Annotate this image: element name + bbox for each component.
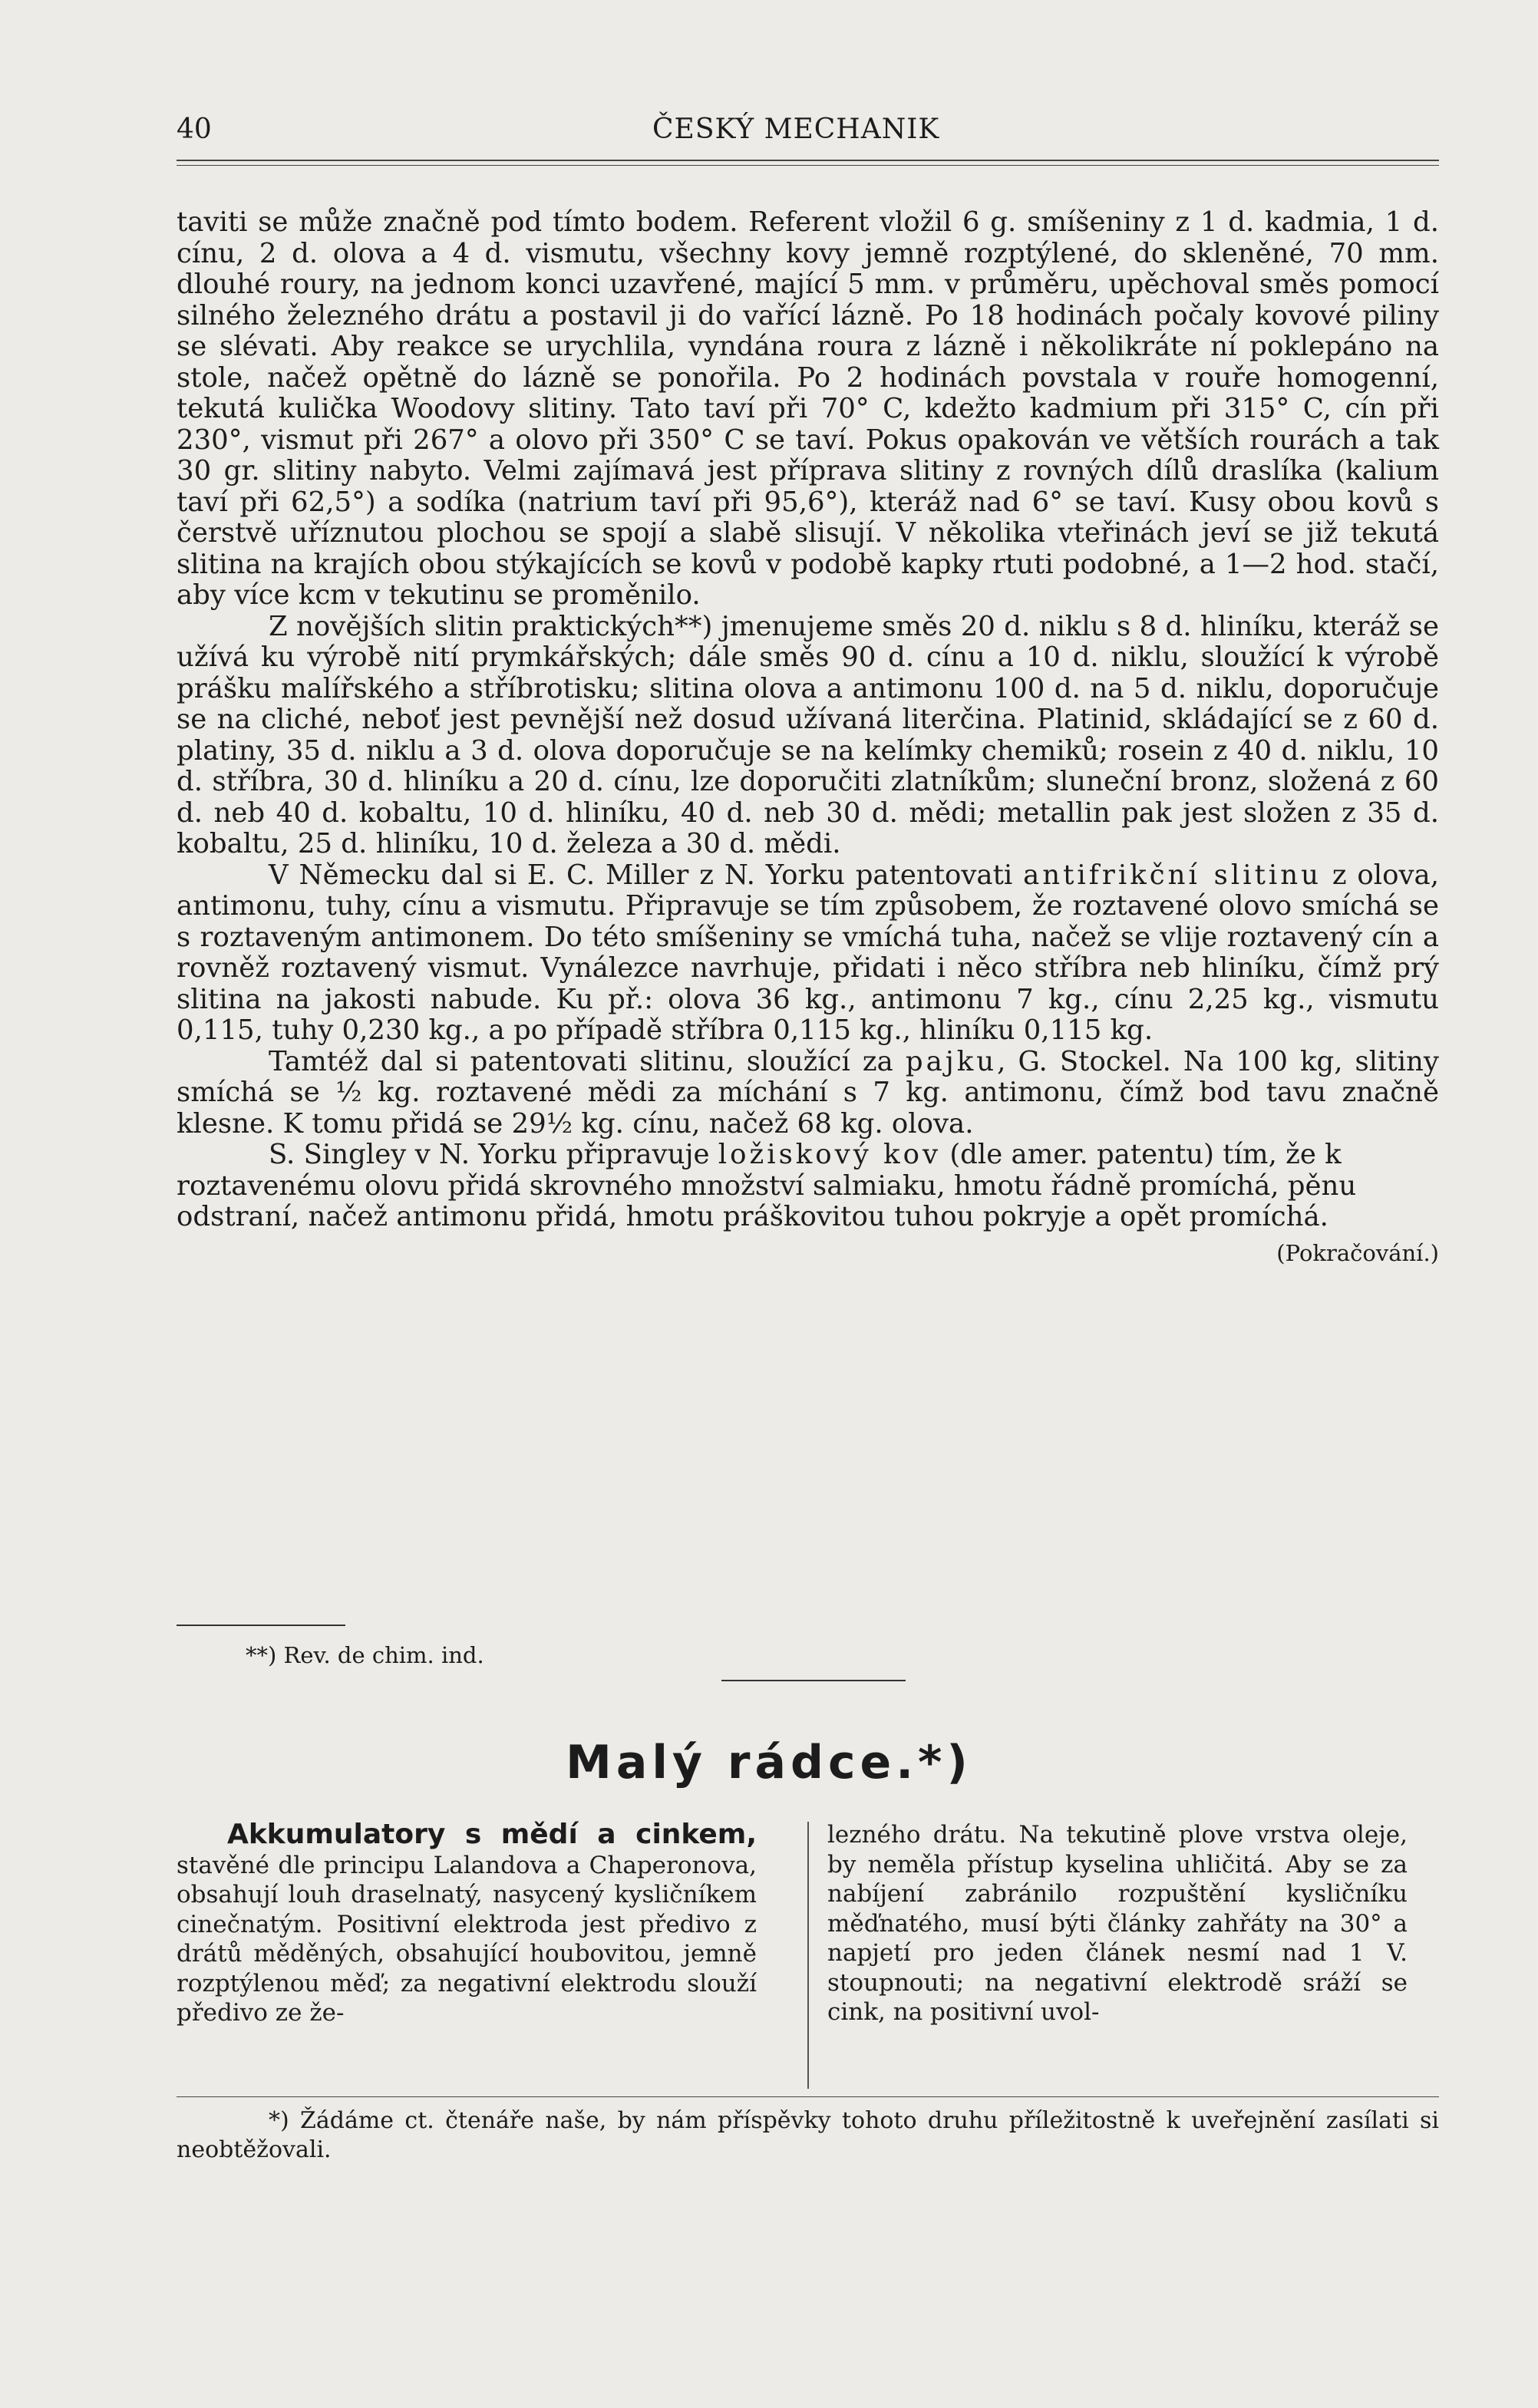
- footnote-reference: **) Rev. de chim. ind.: [246, 1642, 484, 1668]
- right-column: [827, 1820, 1408, 2027]
- p4-text-a: Tamtéž dal si patentovati slitinu, sloužící za: [269, 1045, 893, 1077]
- section-footnote: *) Žádáme ct. čtenáře naše, by nám příspěvky tohoto druhu příležitostně k uveřejnění zasílati si neobtěžovali.: [177, 2107, 1439, 2163]
- article-body: [177, 207, 1439, 1268]
- p4-text-b: , G. Stockel. Na 100 kg, slitiny smíchá se ½ kg. roztavené mědi za míchání s 7 kg. antimonu, čímž bod tavu značně klesne. K tomu přidá se 29½ kg. cínu, načež 68 kg. olova.: [177, 1045, 1439, 1140]
- left-column-paragraph: [177, 1820, 757, 2028]
- paragraph-4: [177, 1047, 1439, 1140]
- footnote-rule: [177, 1625, 345, 1626]
- continued-note: (Pokračování.): [1276, 1239, 1439, 1266]
- page-header: [177, 114, 1439, 152]
- p4-spaced-term: pajku: [905, 1045, 998, 1077]
- right-column-text: lezného drátu. Na tekutině plove vrstva oleje, by neměla přístup kyselina uhličitá. Aby se za nabíjení zabránilo rozpuštění kysličníku měďnatého, musí býti články zahřáty na 30° a napjetí pro jeden článek nesmí nad 1 V. stoupnouti; na negativní elektrodě sráží se cink, na positivní uvol-: [827, 1821, 1408, 2026]
- paragraph-3: [177, 860, 1439, 1047]
- page-number: 40: [177, 114, 212, 145]
- p5-text-a: S. Singley v N. Yorku připravuje: [269, 1139, 710, 1170]
- left-column-heading: Akkumulatory s mědí a cinkem,: [227, 1819, 757, 1850]
- paragraph-5: [177, 1139, 1439, 1266]
- paragraph-1: taviti se může značně pod tímto bodem. Referent vložil 6 g. smíšeniny z 1 d. kadmia, 1 d. cínu, 2 d. olova a 4 d. vismutu, všechny kovy jemně rozptýlené, do skleněné, 70 mm. dlouhé roury, na jednom konci uzavřené, mající 5 mm. v průměru, upěchoval směs pomocí silného železného drátu a postavil ji do vařící lázně. Po 18 hodinách počaly kovové piliny se slévati. Aby reakce se urychlila, vyndána roura z lázně i několikráte ní poklepáno na stole, načež opětně do lázně se ponořila. Po 2 hodinách povstala v rouře homogenní, tekutá kulička Woodovy slitiny. Tato taví při 70° C, kdežto kadmium při 315° C, cín při 230°, vismut při 267° a olovo při 350° C se taví. Pokus opakován ve větších rourách a tak 30 gr. slitiny nabyto. Velmi zajímavá jest příprava slitiny z rovných dílů draslíka (kalium taví při 62,5°) a sodíka (natrium taví při 95,6°), kteráž nad 6° se taví. Kusy obou kovů s čerstvě uříznutou plochou se spojí a slabě slisují. V několika vteřinách jeví se již tekutá slitina na krajích obou stýkajících se kovů v podobě kapky rtuti podobné, a 1—2 hod. stačí, aby více kcm v tekutinu se proměnilo.: [177, 206, 1439, 611]
- p5-text-b: (dle amer. patentu) tím, že k roztavenému olovu přidá skrovného množství salmiaku, hmotu řádně promíchá, pěnu odstraní, načež antimonu přidá, hmotu práškovitou tuhou pokryje a opět promíchá.: [177, 1139, 1357, 1232]
- p3-text-a: V Německu dal si E. C. Miller z N. Yorku patentovati: [269, 859, 1013, 891]
- column-divider: [807, 1822, 809, 2089]
- p3-text-b: z olova, antimonu, tuhy, cínu a vismutu. Připravuje se tím způsobem, že roztavené olovo smíchá se s roztaveným antimonem. Do této smíšeniny se vmíchá tuha, načež se vlije roztavený cín a rovněž roztavený vismut. Vynálezce navrhuje, přidati i něco stříbra neb hliníku, čímž prý slitina na jakosti nabude. Ku př.: olova 36 kg., antimonu 7 kg., cínu 2,25 kg., vismutu 0,115, tuhy 0,230 kg., a po případě stříbra 0,115 kg., hliníku 0,115 kg.: [177, 859, 1439, 1046]
- section-separator: [721, 1680, 906, 1681]
- running-title: ČESKÝ MECHANIK: [652, 114, 940, 145]
- section-title: Malý rádce.*): [566, 1736, 972, 1790]
- left-column: [177, 1820, 757, 2028]
- section-footnote-rule: [177, 2096, 1439, 2097]
- paragraph-2: Z novějších slitin praktických**) jmenujeme směs 20 d. niklu s 8 d. hliníku, kteráž se užívá ku výrobě nití prymkářských; dále směs 90 d. cínu a 10 d. niklu, sloužící k výrobě prášku malířského a stříbrotisku; slitina olova a antimonu 100 d. na 5 d. niklu, doporučuje se na cliché, neboť jest pevnější než dosud užívaná literčina. Platinid, skládající se z 60 d. platiny, 35 d. niklu a 3 d. olova doporučuje se na kelímky chemiků; rosein z 40 d. niklu, 10 d. stříbra, 30 d. hliníku a 20 d. cínu, lze doporučiti zlatníkům; sluneční bronz, složená z 60 d. neb 40 d. kobaltu, 10 d. hliníku, 40 d. neb 30 d. mědi; metallin pak jest složen z 35 d. kobaltu, 25 d. hliníku, 10 d. železa a 30 d. mědi.: [177, 610, 1439, 859]
- left-column-text: stavěné dle principu Lalandova a Chaperonova, obsahují louh draselnatý, nasycený kysličníkem cinečnatým. Positivní elektroda jest předivo z drátů měděných, obsahující houbovitou, jemně rozptýlenou měď; za negativní elektrodu slouží předivo ze že-: [177, 1851, 757, 2027]
- header-rule: [177, 160, 1439, 166]
- p5-spaced-term: ložiskový kov: [718, 1139, 942, 1170]
- p3-spaced-term: antifrikční slitinu: [1023, 859, 1322, 891]
